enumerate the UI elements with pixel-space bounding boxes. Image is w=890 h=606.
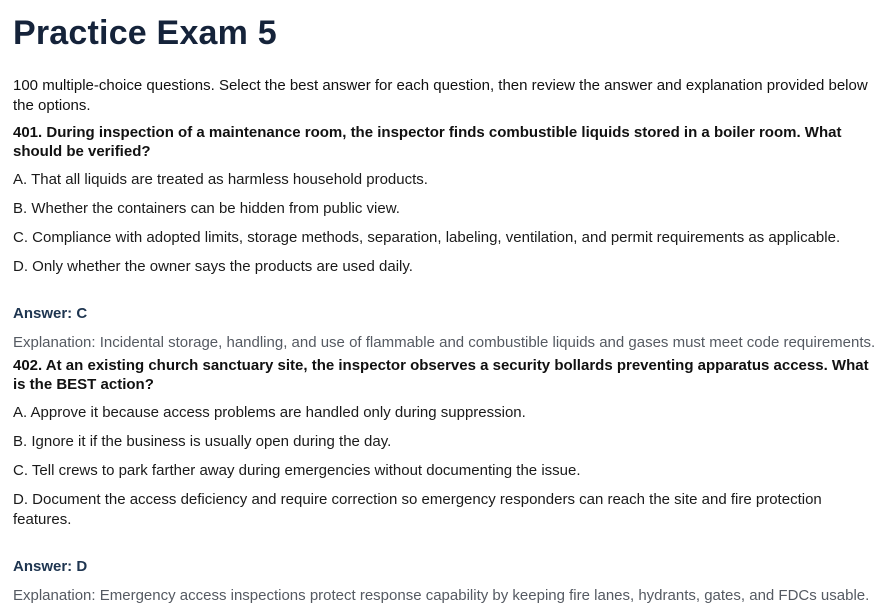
question-text: 401. During inspection of a maintenance room, the inspector finds combustible liquids stored in a boiler room. What should be verified?: [13, 124, 842, 160]
answer-option-d: D. Only whether the owner says the products are used daily.: [13, 258, 413, 275]
answer-option-a: A. That all liquids are treated as harmless household products.: [13, 171, 428, 188]
answer-option-d: D. Document the access deficiency and require correction so emergency responders can reach the site and fire protection features.: [13, 491, 822, 528]
answer-option-b: B. Whether the containers can be hidden from public view.: [13, 200, 400, 217]
answer-option-c: C. Tell crews to park farther away during emergencies without documenting the issue.: [13, 462, 581, 479]
exam-intro: 100 multiple-choice questions. Select the best answer for each question, then review the answer and explanation provided below the options.: [13, 77, 868, 114]
page-title: Practice Exam 5: [13, 14, 277, 52]
answer-explanation: Explanation: Emergency access inspections protect response capability by keeping fire lanes, hydrants, gates, and FDCs usable.: [13, 587, 870, 604]
question-402: [13, 356, 877, 606]
answer-option-a: A. Approve it because access problems are handled only during suppression.: [13, 404, 526, 421]
answer-option-c: C. Compliance with adopted limits, storage methods, separation, labeling, ventilation, and permit requirements as applicable.: [13, 229, 841, 246]
answer-explanation: Explanation: Incidental storage, handling, and use of flammable and combustible liquids and gases must meet code requirements.: [13, 334, 876, 351]
answer-key: Answer: C: [13, 305, 88, 322]
answer-option-b: B. Ignore it if the business is usually open during the day.: [13, 433, 392, 450]
answer-key: Answer: D: [13, 558, 88, 575]
question-401: [13, 123, 877, 353]
question-text: 402. At an existing church sanctuary site, the inspector observes a security bollards preventing apparatus access. What is the BEST action?: [13, 357, 869, 393]
